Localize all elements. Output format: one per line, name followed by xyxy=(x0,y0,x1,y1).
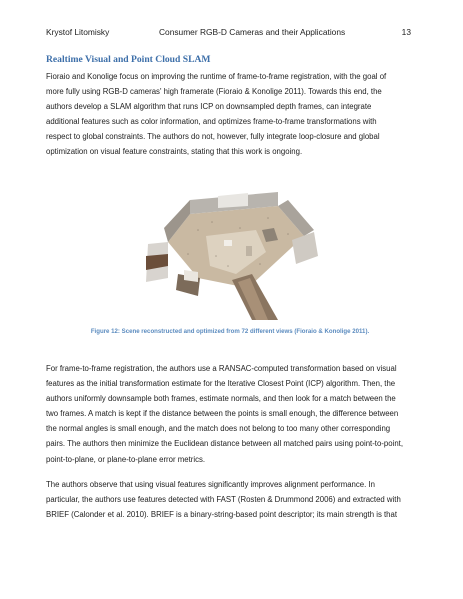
paragraph-line: the normal angles is small enough, and the match does not belong to too many other corresponding xyxy=(46,424,391,434)
paragraph-line: For frame-to-frame registration, the authors use a RANSAC-computed transformation based on visual xyxy=(46,364,397,373)
paragraph-line: additional features such as color information, and optimizes frame-to-frame transformations with xyxy=(46,117,377,127)
paragraph-line: Fioraio and Konolige focus on improving the runtime of frame-to-frame registration, with the goal of xyxy=(46,72,387,81)
scene-reconstruction-figure xyxy=(128,170,338,320)
header-author: Krystof Litomisky xyxy=(46,27,110,37)
paragraph-line: BRIEF (Calonder et al. 2010). BRIEF is a binary-string-based point descriptor; its main strength is that xyxy=(46,510,398,520)
paragraph-3 xyxy=(46,477,414,522)
paragraph-line: The authors observe that using visual features significantly improves alignment performance. In xyxy=(46,480,375,489)
section-heading: Realtime Visual and Point Cloud SLAM xyxy=(46,54,211,65)
paragraph-1 xyxy=(46,69,414,160)
paragraph-line: pairs. The authors then minimize the Euclidean distance between all matched pairs using point-to-point, xyxy=(46,439,403,449)
room-object xyxy=(224,240,232,246)
paragraph-line: features as the initial transformation estimate for the Iterative Closest Point (ICP) algorithm. Then, the xyxy=(46,379,396,389)
page-number: 13 xyxy=(401,27,411,37)
page-header xyxy=(46,27,411,39)
figure-caption: Figure 12: Scene reconstructed and optimized from 72 different views (Fioraio & Konolige 2011). xyxy=(90,328,370,335)
window-panel xyxy=(218,193,248,208)
cabinet-top xyxy=(184,270,198,282)
paragraph-line: point-to-plane, or plane-to-plane error metrics. xyxy=(46,454,206,464)
paragraph-line: more fully using RGB-D cameras' high framerate (Fioraio & Konolige 2011). Towards this end, the xyxy=(46,87,382,97)
paragraph-line: authors uniformly downsample both frames, estimate normals, and then look for a match between the xyxy=(46,394,396,404)
paragraph-line: respect to global constraints. The authors do not, however, fully integrate loop-closure and global xyxy=(46,132,380,142)
paragraph-line: two frames. A match is kept if the distance between the points is small enough, the difference between xyxy=(46,409,399,419)
paragraph-line: optimization on visual feature constraints, stating that this work is ongoing. xyxy=(46,147,303,157)
paragraph-line: particular, the authors use features detected with FAST (Rosten & Drummond 2006) and extracted with xyxy=(46,495,401,505)
paragraph-2 xyxy=(46,361,414,467)
paragraph-line: authors develop a SLAM algorithm that runs ICP on downsampled depth frames, can integrate xyxy=(46,102,372,112)
header-title: Consumer RGB-D Cameras and their Applications xyxy=(159,27,346,37)
room-object xyxy=(246,246,252,256)
